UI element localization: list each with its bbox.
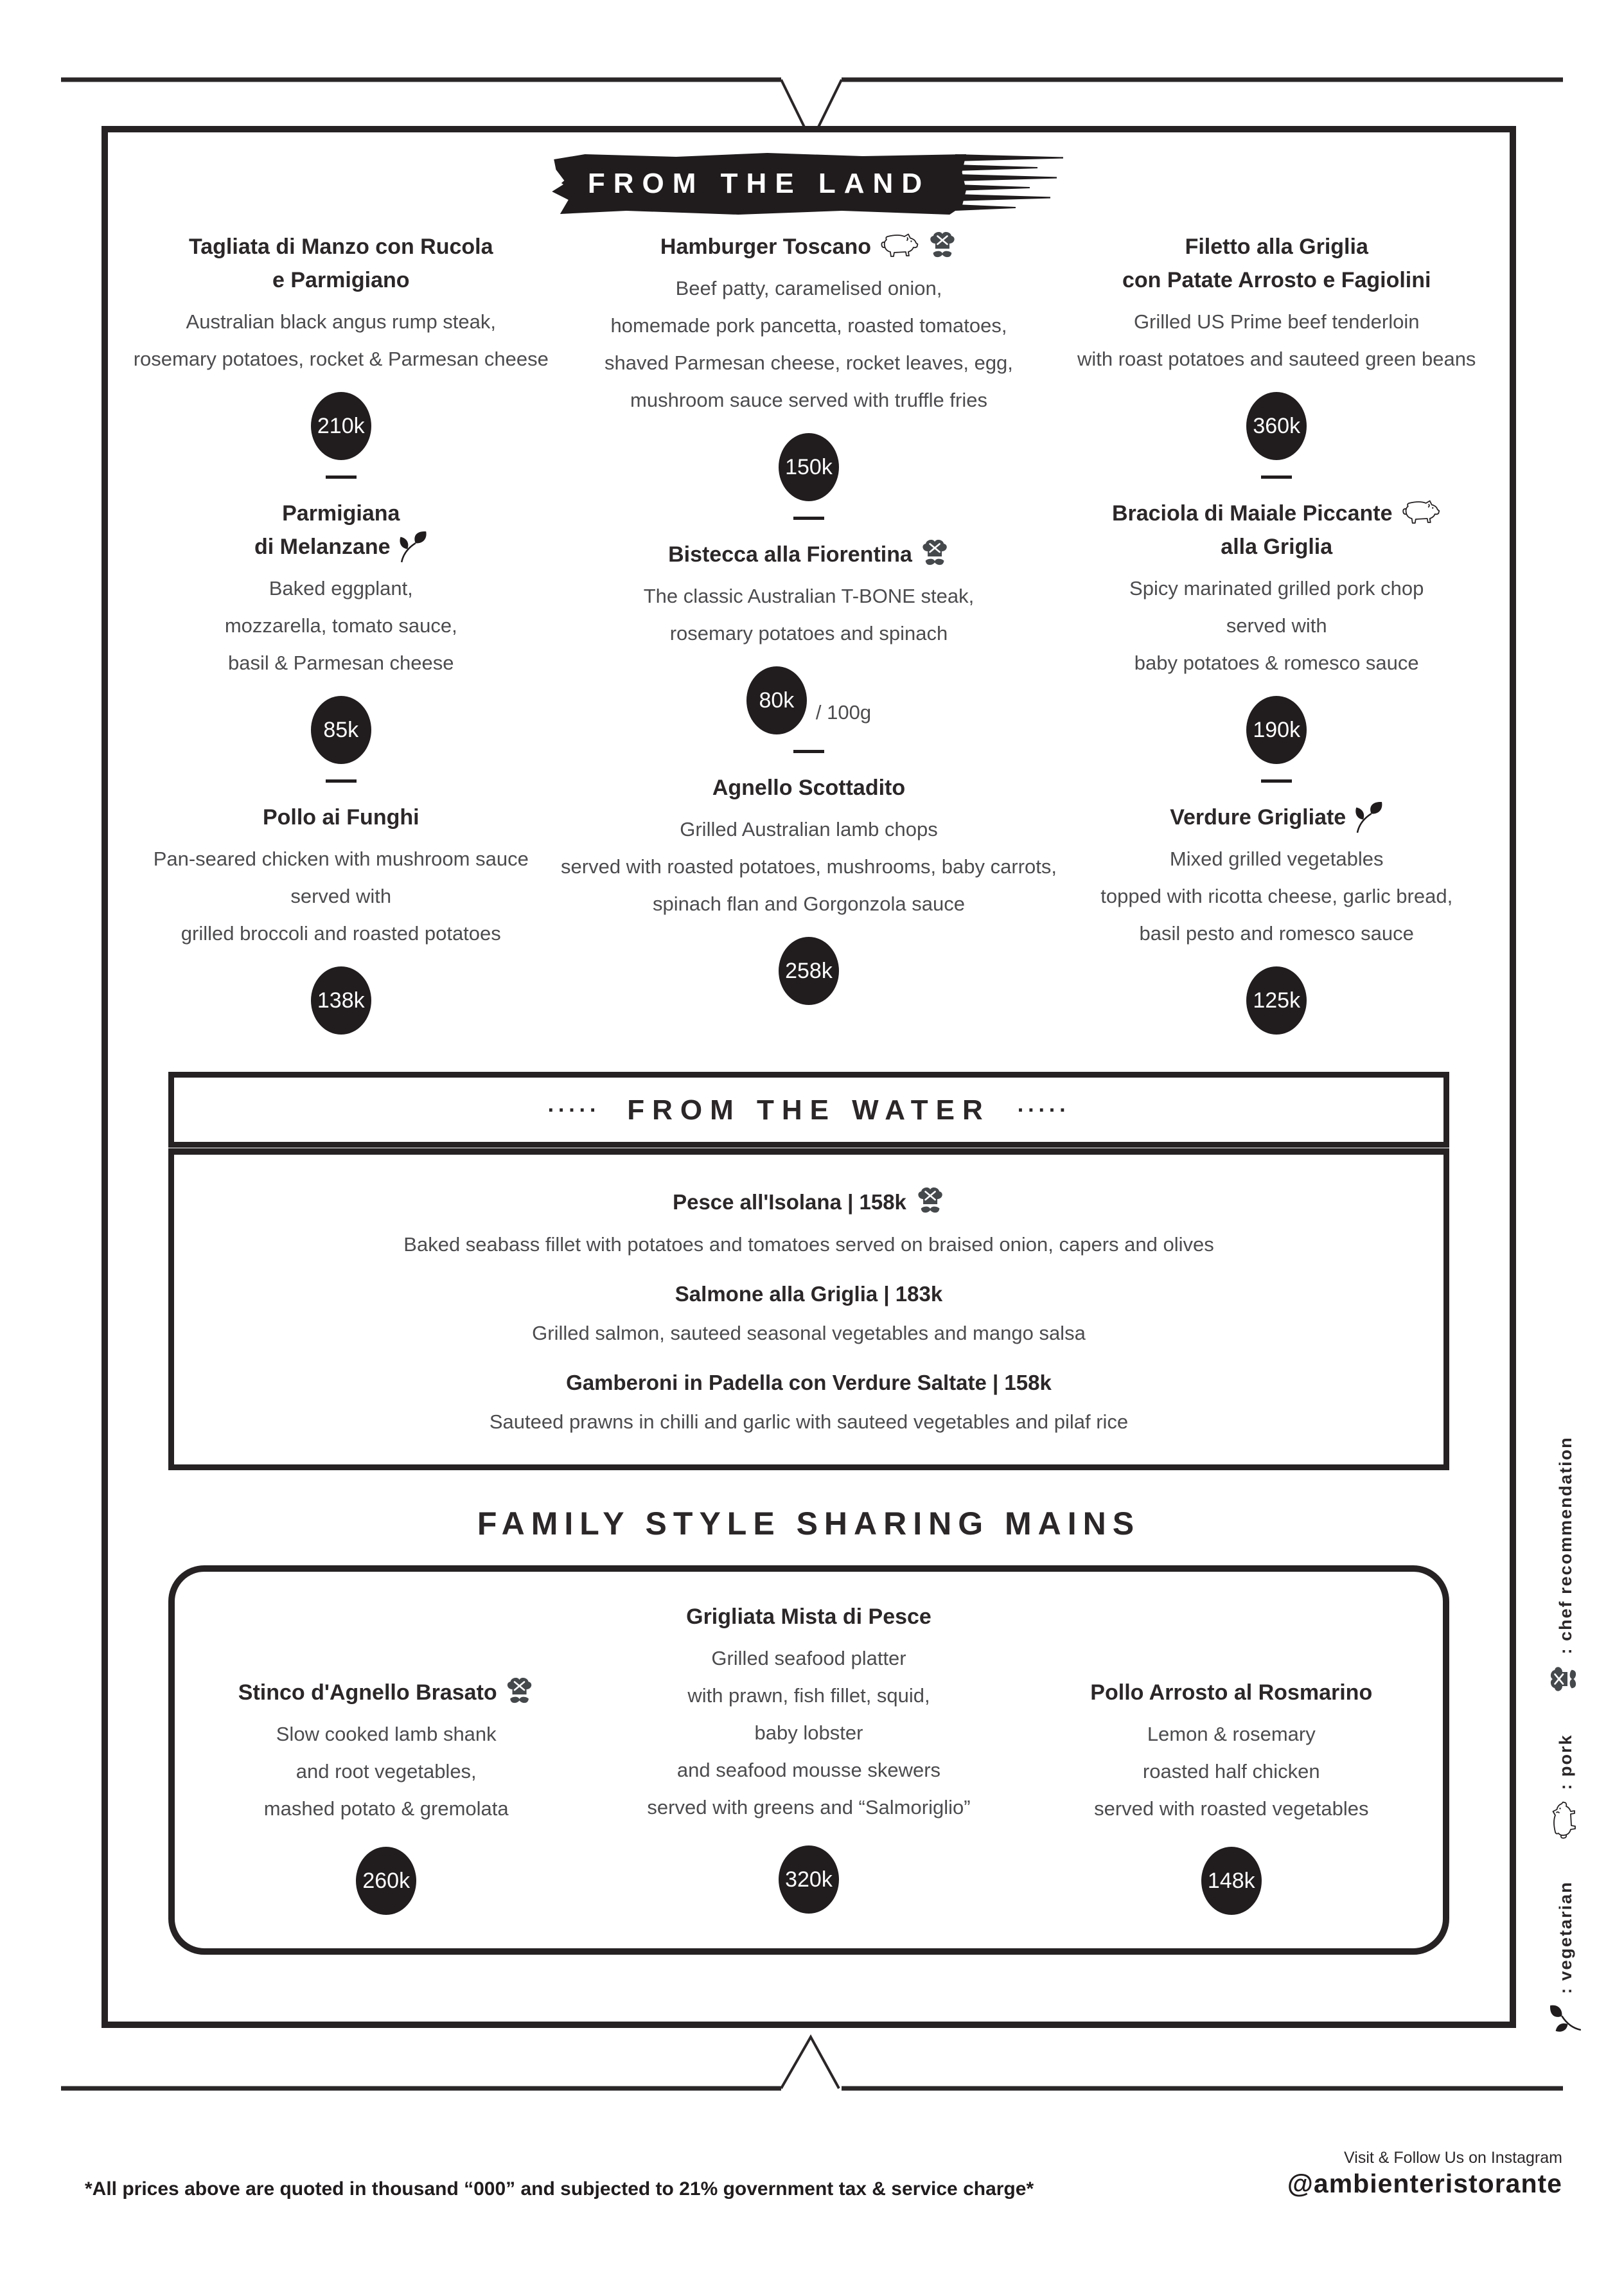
price-row: [118, 966, 564, 1035]
item-divider: [326, 476, 357, 479]
brush-streaks: [955, 154, 1066, 216]
item-name: [1054, 801, 1499, 834]
menu-item: [564, 230, 1054, 520]
item-title-line: Pollo Arrosto al Rosmarino: [1090, 1680, 1373, 1705]
price-badge: 320k: [779, 1845, 839, 1914]
menu-item: [187, 1187, 1431, 1256]
item-name: [1054, 497, 1499, 564]
price-disclaimer: *All prices above are quoted in thousand “000” and subjected to 21% government tax & service charge*: [85, 2178, 1034, 2200]
description-line: served with roasted vegetables: [1094, 1797, 1369, 1820]
item-description: [118, 303, 564, 378]
item-description: [118, 570, 564, 682]
item-name: [118, 497, 564, 564]
menu-item: [187, 1371, 1431, 1434]
item-title-line: Pollo ai Funghi: [262, 805, 419, 830]
legend-strip: [1537, 1423, 1594, 2034]
description-line: Slow cooked lamb shank: [276, 1723, 497, 1745]
menu-item: [1054, 230, 1499, 479]
price-badge: 148k: [1201, 1847, 1262, 1915]
from-the-water-section: [168, 1072, 1449, 1470]
item-description: [185, 1716, 587, 1827]
item-description: [561, 811, 1057, 923]
water-items: [168, 1148, 1449, 1470]
legend-label: : pork: [1555, 1734, 1575, 1790]
item-title-line: Grigliata Mista di Pesce: [686, 1605, 931, 1629]
menu-column: [118, 230, 564, 1053]
price-row: [118, 392, 564, 460]
description-line: Spicy marinated grilled pork chop: [1129, 577, 1424, 600]
water-header: [168, 1072, 1449, 1148]
description-line: served with roasted potatoes, mushrooms, baby carrots,: [561, 855, 1057, 878]
item-divider: [1261, 779, 1292, 783]
description-line: Baked seabass fillet with potatoes and tomatoes served on braised onion, capers and olives: [403, 1233, 1214, 1256]
section-title-family: FAMILY STYLE SHARING MAINS: [477, 1506, 1141, 1542]
item-title-line: Bistecca alla Fiorentina: [668, 538, 949, 571]
price-badge: 80k: [746, 666, 807, 734]
legend-item: [1549, 1881, 1582, 2034]
description-line: The classic Australian T-BONE steak,: [643, 585, 975, 607]
description-line: served with: [1226, 614, 1327, 637]
description-line: Grilled US Prime beef tenderloin: [1133, 310, 1420, 333]
chef-icon: [928, 231, 957, 262]
description-line: topped with ricotta cheese, garlic bread,: [1100, 885, 1453, 907]
from-the-land-banner: [552, 149, 1066, 221]
description-line: mozzarella, tomato sauce,: [224, 614, 457, 637]
family-sharing-box: [168, 1565, 1449, 1955]
item-title-line: Stinco d'Agnello Brasato: [238, 1676, 534, 1709]
description-line: with roast potatoes and sauteed green beans: [1077, 348, 1476, 370]
price-row: [118, 696, 564, 764]
description-line: grilled broccoli and roasted potatoes: [181, 922, 501, 945]
price-badge: 258k: [779, 937, 839, 1005]
menu-item: [564, 538, 1054, 753]
item-title-line: Filetto alla Griglia: [1185, 235, 1368, 259]
item-description: [564, 578, 1054, 652]
description-line: Grilled salmon, sauteed seasonal vegetables and mango salsa: [532, 1322, 1086, 1344]
item-title-line: con Patate Arrosto e Fagiolini: [1122, 268, 1431, 292]
pig-icon: [1552, 1800, 1579, 1841]
item-description: [587, 1640, 1030, 1826]
description-line: Australian black angus rump steak,: [186, 310, 496, 333]
item-divider: [326, 779, 357, 783]
legend-item: [1550, 1436, 1581, 1694]
leaf-icon: [1354, 801, 1383, 833]
item-title-line: Tagliata di Manzo con Rucola: [189, 235, 493, 259]
price-row: [1054, 966, 1499, 1035]
description-line: basil pesto and romesco sauce: [1139, 922, 1414, 945]
item-description: [118, 840, 564, 952]
item-name: [564, 771, 1054, 805]
description-line: Beef patty, caramelised onion,: [675, 277, 942, 299]
description-line: rosemary potatoes, rocket & Parmesan cheese: [133, 348, 549, 370]
description-line: served with greens and “Salmoriglio”: [647, 1796, 971, 1818]
leaf-icon: [1549, 2004, 1582, 2034]
menu-column: [1054, 230, 1499, 1053]
description-line: baby lobster: [754, 1721, 863, 1744]
price-badge: 210k: [311, 392, 371, 460]
menu-column: [561, 230, 1057, 1053]
description-line: served with: [290, 885, 392, 907]
price-badge: 125k: [1246, 966, 1307, 1035]
price-row: [1054, 392, 1499, 460]
description-line: Lemon & rosemary: [1147, 1723, 1316, 1745]
item-title-line: e Parmigiano: [272, 268, 410, 292]
land-items-grid: [118, 230, 1499, 1053]
item-description: [1054, 840, 1499, 952]
item-divider: [793, 517, 824, 520]
description-line: and root vegetables,: [296, 1760, 477, 1783]
item-description: [1054, 570, 1499, 682]
menu-item: [118, 497, 564, 783]
price-row: [1054, 696, 1499, 764]
price-badge: 85k: [311, 696, 371, 764]
item-title-line: Salmone alla Griglia | 183k: [675, 1282, 943, 1306]
chef-icon: [920, 539, 949, 570]
description-line: rosemary potatoes and spinach: [669, 622, 948, 645]
menu-item: [561, 771, 1057, 1005]
dots-decoration: ·····: [1017, 1098, 1070, 1123]
menu-item: [118, 230, 564, 479]
item-description: [1054, 303, 1499, 378]
price-badge: 360k: [1246, 392, 1307, 460]
menu-item: [187, 1282, 1431, 1345]
description-line: and seafood mousse skewers: [676, 1759, 941, 1781]
price-row: [564, 666, 1054, 734]
description-line: basil & Parmesan cheese: [228, 652, 454, 674]
section-title-land: FROM THE LAND: [587, 168, 931, 199]
dots-decoration: ·····: [547, 1098, 601, 1123]
description-line: shaved Parmesan cheese, rocket leaves, egg,: [605, 351, 1013, 374]
item-name: [118, 230, 564, 297]
item-name: [564, 538, 1054, 571]
section-title-water: FROM THE WATER: [627, 1094, 991, 1126]
legend: [1537, 1423, 1594, 2034]
description-line: mushroom sauce served with truffle fries: [630, 389, 987, 411]
description-line: Mixed grilled vegetables: [1169, 848, 1384, 870]
description-line: Grilled seafood platter: [711, 1647, 906, 1669]
instagram-note: Visit & Follow Us on Instagram: [1344, 2149, 1562, 2167]
description-line: spinach flan and Gorgonzola sauce: [652, 893, 965, 915]
chef-icon: [915, 1187, 945, 1218]
legend-label: : chef recommendation: [1555, 1436, 1575, 1655]
legend-item: [1552, 1734, 1579, 1841]
menu-item: [185, 1600, 587, 1915]
instagram-block: [1287, 2149, 1562, 2199]
item-title-line: di Melanzane: [254, 530, 428, 564]
pig-icon: [879, 233, 920, 260]
item-title-line: Hamburger Toscano: [660, 230, 957, 263]
item-name: [1054, 230, 1499, 297]
price-row: [564, 433, 1054, 501]
menu-item: [1030, 1600, 1433, 1915]
description-line: homemade pork pancetta, roasted tomatoes,: [610, 314, 1007, 337]
legend-label: : vegetarian: [1555, 1881, 1575, 1994]
description-line: Baked eggplant,: [269, 577, 413, 600]
chef-icon: [505, 1677, 534, 1708]
menu-item: [1054, 497, 1499, 783]
menu-item: [587, 1600, 1030, 1915]
instagram-handle: @ambienteristorante: [1287, 2169, 1562, 2198]
description-line: Grilled Australian lamb chops: [680, 818, 938, 840]
price-badge: 150k: [779, 433, 839, 501]
item-title-line: Gamberoni in Padella con Verdure Saltate | 158k: [566, 1371, 1052, 1394]
price-badge: 190k: [1246, 696, 1307, 764]
item-name: [118, 801, 564, 834]
description-line: Sauteed prawns in chilli and garlic with sauteed vegetables and pilaf rice: [489, 1410, 1129, 1433]
item-divider: [793, 750, 824, 753]
item-title-line: Agnello Scottadito: [712, 776, 906, 800]
pig-icon: [1400, 500, 1441, 527]
item-title-line: alla Griglia: [1221, 535, 1333, 559]
menu-item: [1054, 801, 1499, 1035]
description-line: roasted half chicken: [1142, 1760, 1320, 1783]
item-description: [1030, 1716, 1433, 1827]
price-unit: / 100g: [815, 701, 872, 724]
description-line: baby potatoes & romesco sauce: [1134, 652, 1419, 674]
price-badge: 138k: [311, 966, 371, 1035]
item-divider: [1261, 476, 1292, 479]
description-line: mashed potato & gremolata: [263, 1797, 509, 1820]
item-title-line: Braciola di Maiale Piccante: [1112, 497, 1442, 530]
leaf-icon: [398, 531, 428, 563]
description-line: with prawn, fish fillet, squid,: [687, 1684, 930, 1707]
item-description: [564, 270, 1054, 419]
description-line: Pan-seared chicken with mushroom sauce: [153, 848, 529, 870]
chef-icon: [1550, 1664, 1581, 1694]
bottom-divider: [0, 2032, 1624, 2096]
item-title-line: Verdure Grigliate: [1170, 801, 1383, 834]
item-name: [564, 230, 1054, 263]
price-badge: 260k: [356, 1847, 416, 1915]
price-row: [564, 937, 1054, 1005]
item-title-line: Parmigiana: [282, 501, 400, 526]
menu-main-box: [102, 126, 1516, 2028]
menu-item: [118, 801, 564, 1035]
item-title-line: Pesce all'Isolana | 158k: [673, 1187, 945, 1218]
